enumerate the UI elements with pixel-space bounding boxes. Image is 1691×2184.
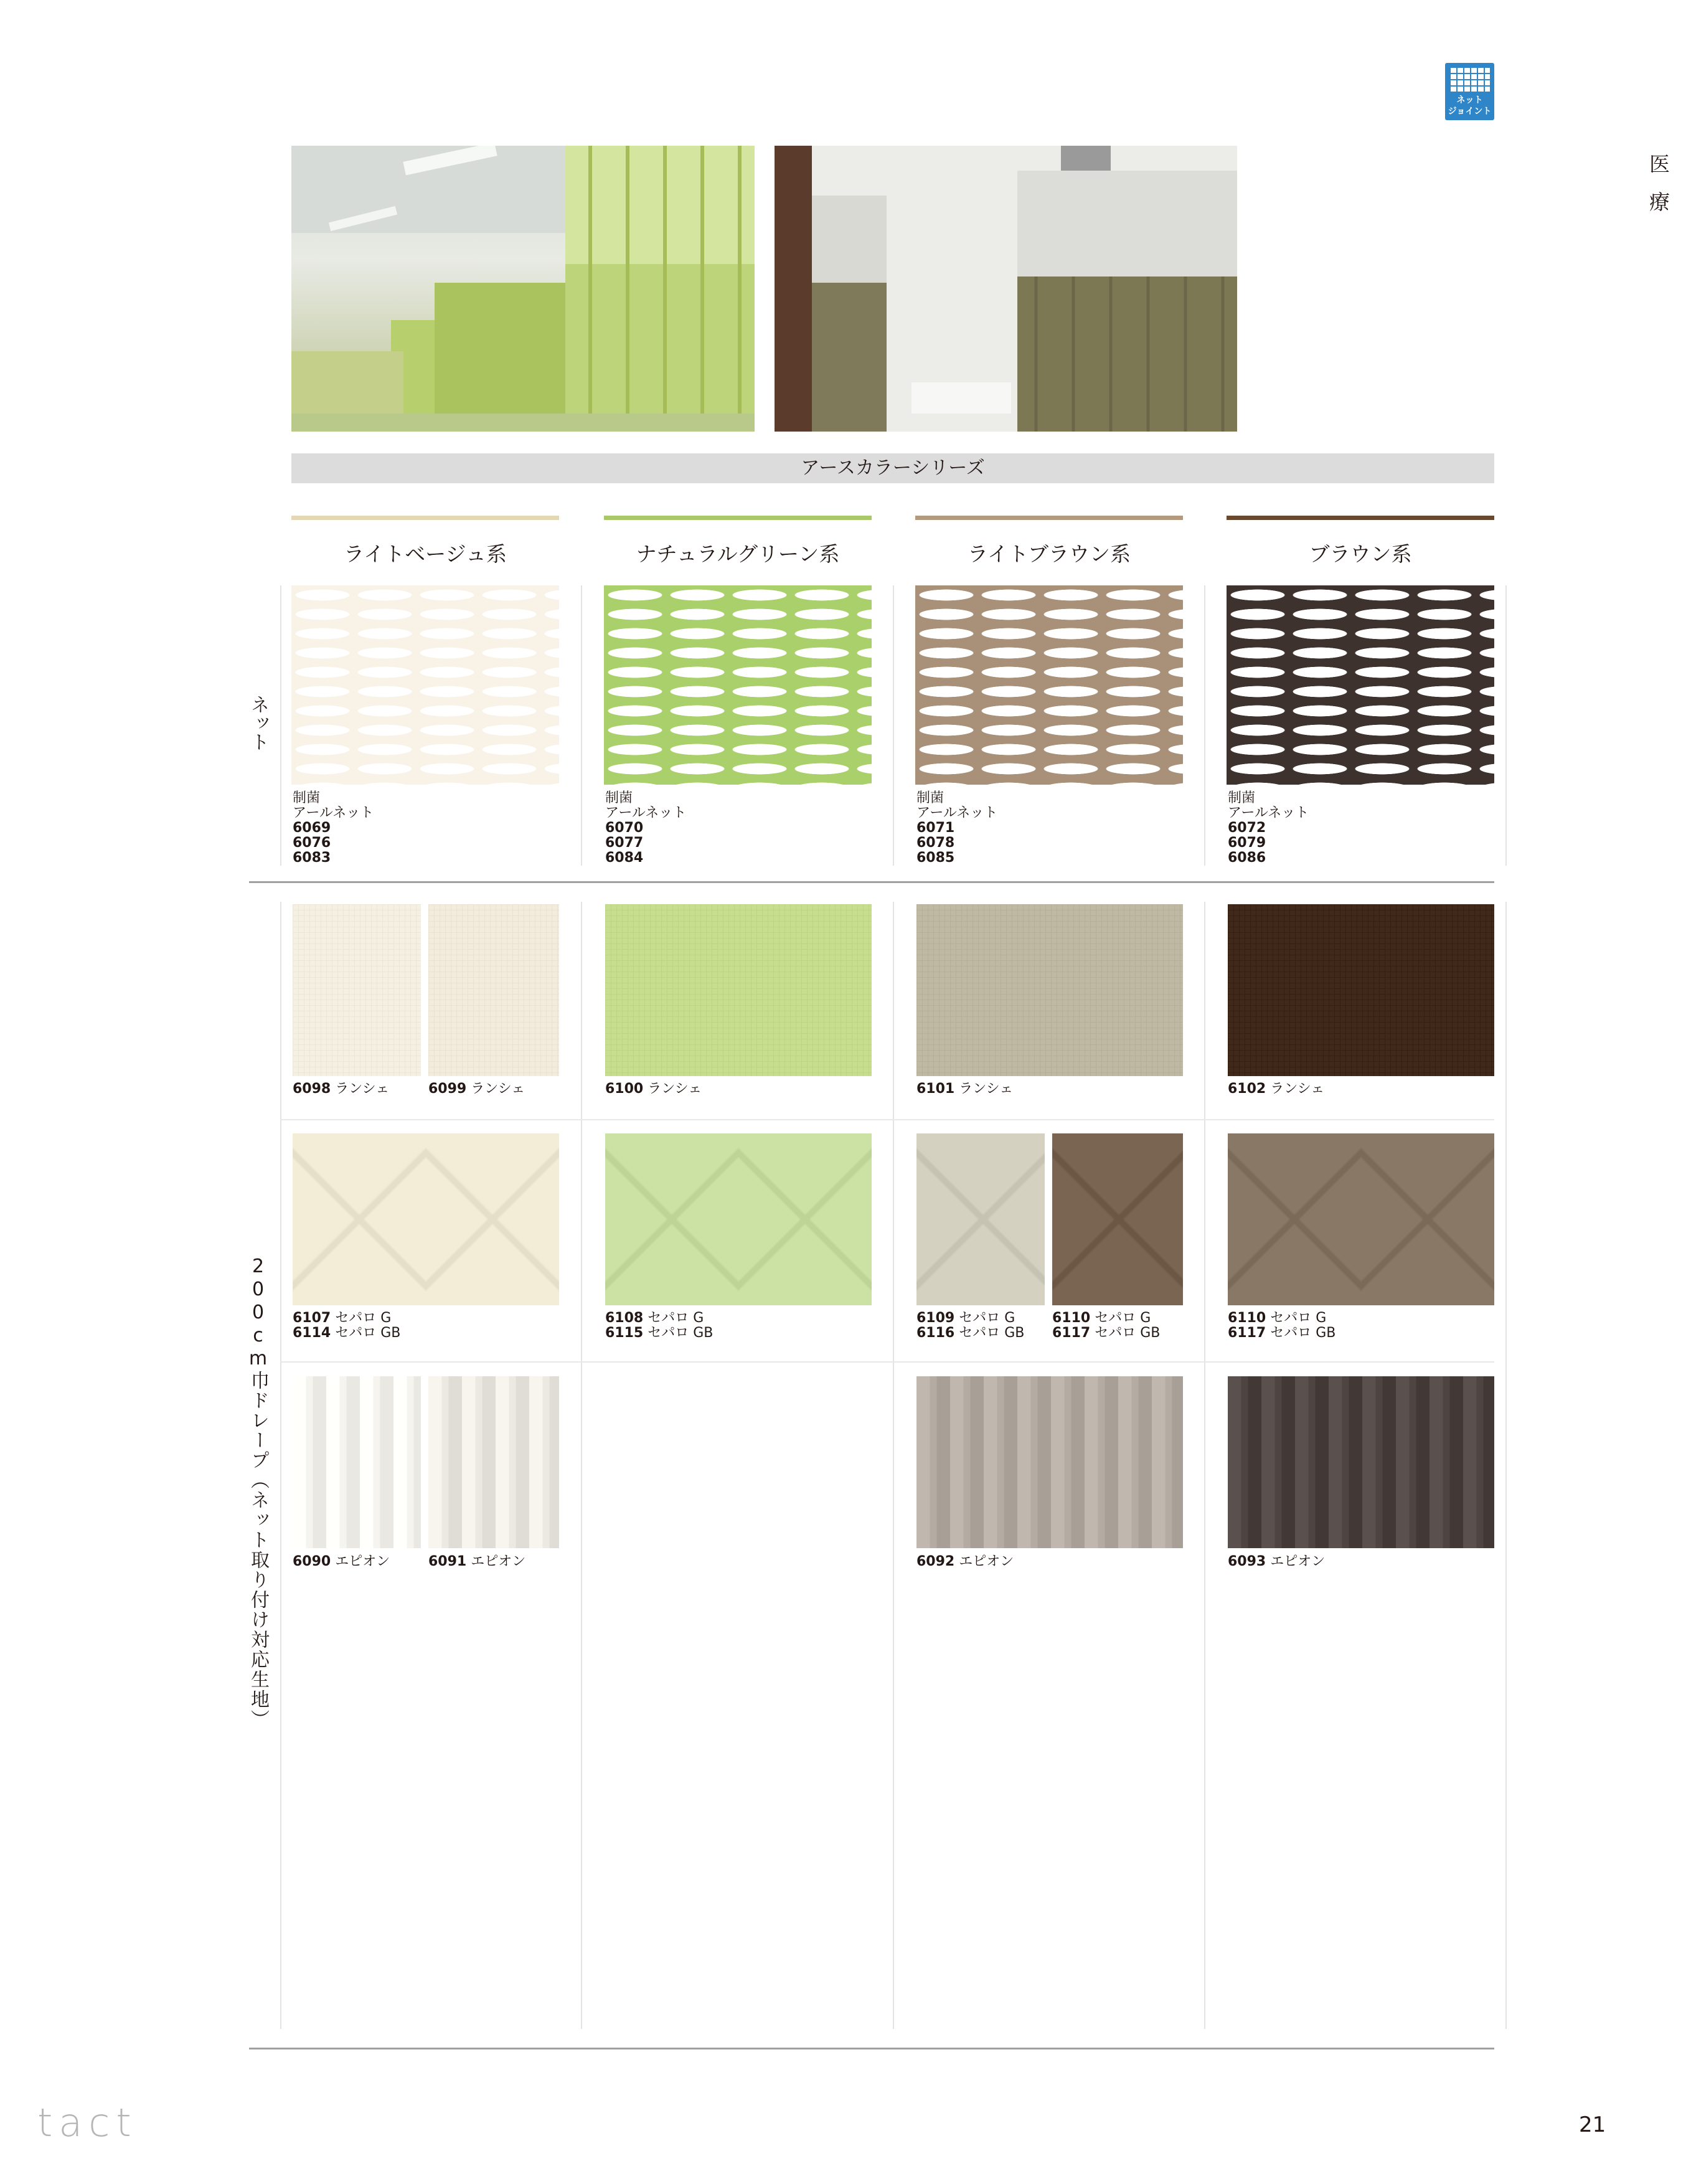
section-rule xyxy=(249,881,1494,883)
fabric-swatch-6092 xyxy=(916,1376,1183,1548)
section-tab: 医療 xyxy=(1646,153,1670,229)
column-heading-light-brown: ライトブラウン系 xyxy=(967,542,1131,566)
fabric-label: 6107 セパロ G 6114 セパロ GB xyxy=(293,1310,401,1341)
fabric-swatch-6102 xyxy=(1228,904,1494,1076)
row-label-drape: 200cm巾ドレープ（ネット取り付け対応生地） xyxy=(247,1255,269,1729)
column-divider xyxy=(1505,902,1507,2029)
fabric-label: 6110 セパロ G 6117 セパロ GB xyxy=(1052,1310,1161,1341)
fabric-swatch-6098 xyxy=(293,904,421,1076)
fabric-swatch-6099 xyxy=(428,904,559,1076)
column-divider xyxy=(581,902,582,2029)
net-name: 制菌 アールネット xyxy=(1228,790,1309,821)
net-name: 制菌 アールネット xyxy=(293,790,374,821)
fabric-swatch-6100 xyxy=(605,904,872,1076)
net-swatch-6069 xyxy=(291,585,559,785)
column-heading-light-beige: ライトベージュ系 xyxy=(344,542,507,566)
section-rule xyxy=(249,2048,1494,2049)
column-divider xyxy=(893,585,894,866)
net-codes: 6072 6079 6086 xyxy=(1228,820,1266,866)
fabric-label: 6101 ランシェ xyxy=(916,1081,1014,1097)
badge-line2: ジョイント xyxy=(1448,106,1492,116)
net-joint-badge xyxy=(1445,63,1494,120)
net-swatch-6071 xyxy=(915,585,1183,785)
fabric-label: 6109 セパロ G 6116 セパロ GB xyxy=(916,1310,1025,1341)
column-divider xyxy=(280,585,281,866)
column-divider xyxy=(1204,585,1205,866)
ward-photo-brown-curtains xyxy=(775,146,1237,432)
fabric-label: 6093 エピオン xyxy=(1228,1554,1326,1569)
fabric-label: 6099 ランシェ xyxy=(428,1081,525,1097)
net-name: 制菌 アールネット xyxy=(605,790,687,821)
row-divider xyxy=(280,1361,1494,1363)
net-name: 制菌 アールネット xyxy=(916,790,998,821)
fabric-swatch-6107 xyxy=(293,1133,559,1305)
row-label-net: ネット xyxy=(247,695,269,751)
column-line-light-brown xyxy=(915,516,1183,520)
fabric-swatch-6109 xyxy=(916,1133,1045,1305)
net-swatch-6070 xyxy=(604,585,872,785)
fabric-swatch-6093 xyxy=(1228,1376,1494,1548)
column-line-brown xyxy=(1227,516,1494,520)
grid-icon xyxy=(1449,67,1490,93)
column-divider xyxy=(1204,902,1205,2029)
badge-line1: ネット xyxy=(1456,95,1483,105)
fabric-label: 6100 ランシェ xyxy=(605,1081,702,1097)
fabric-label: 6091 エピオン xyxy=(428,1554,526,1569)
fabric-label: 6090 エピオン xyxy=(293,1554,390,1569)
column-heading-natural-green: ナチュラルグリーン系 xyxy=(636,542,840,566)
column-divider xyxy=(893,902,894,2029)
fabric-label: 6108 セパロ G 6115 セパロ GB xyxy=(605,1310,714,1341)
net-codes: 6071 6078 6085 xyxy=(916,820,955,866)
column-divider xyxy=(1505,585,1507,866)
net-codes: 6069 6076 6083 xyxy=(293,820,331,866)
fabric-label: 6102 ランシェ xyxy=(1228,1081,1325,1097)
brand-logo: tact xyxy=(37,2100,138,2145)
column-line-natural-green xyxy=(604,516,872,520)
ward-photo-green-curtains xyxy=(291,146,755,432)
net-swatch-6072 xyxy=(1227,585,1494,785)
column-line-light-beige xyxy=(291,516,559,520)
fabric-swatch-6108 xyxy=(605,1133,872,1305)
fabric-label: 6110 セパロ G 6117 セパロ GB xyxy=(1228,1310,1336,1341)
fabric-label: 6092 エピオン xyxy=(916,1554,1014,1569)
net-codes: 6070 6077 6084 xyxy=(605,820,644,866)
column-divider xyxy=(581,585,582,866)
series-title: アースカラーシリーズ xyxy=(801,457,985,479)
row-divider xyxy=(280,1119,1494,1120)
page-number: 21 xyxy=(1579,2112,1606,2137)
fabric-swatch-6110 xyxy=(1052,1133,1183,1305)
fabric-swatch-6091 xyxy=(428,1376,559,1548)
fabric-swatch-6090 xyxy=(293,1376,421,1548)
fabric-label: 6098 ランシェ xyxy=(293,1081,390,1097)
fabric-swatch-6110-g xyxy=(1228,1133,1494,1305)
column-heading-brown: ブラウン系 xyxy=(1309,542,1412,566)
fabric-swatch-6101 xyxy=(916,904,1183,1076)
column-divider xyxy=(280,902,281,2029)
